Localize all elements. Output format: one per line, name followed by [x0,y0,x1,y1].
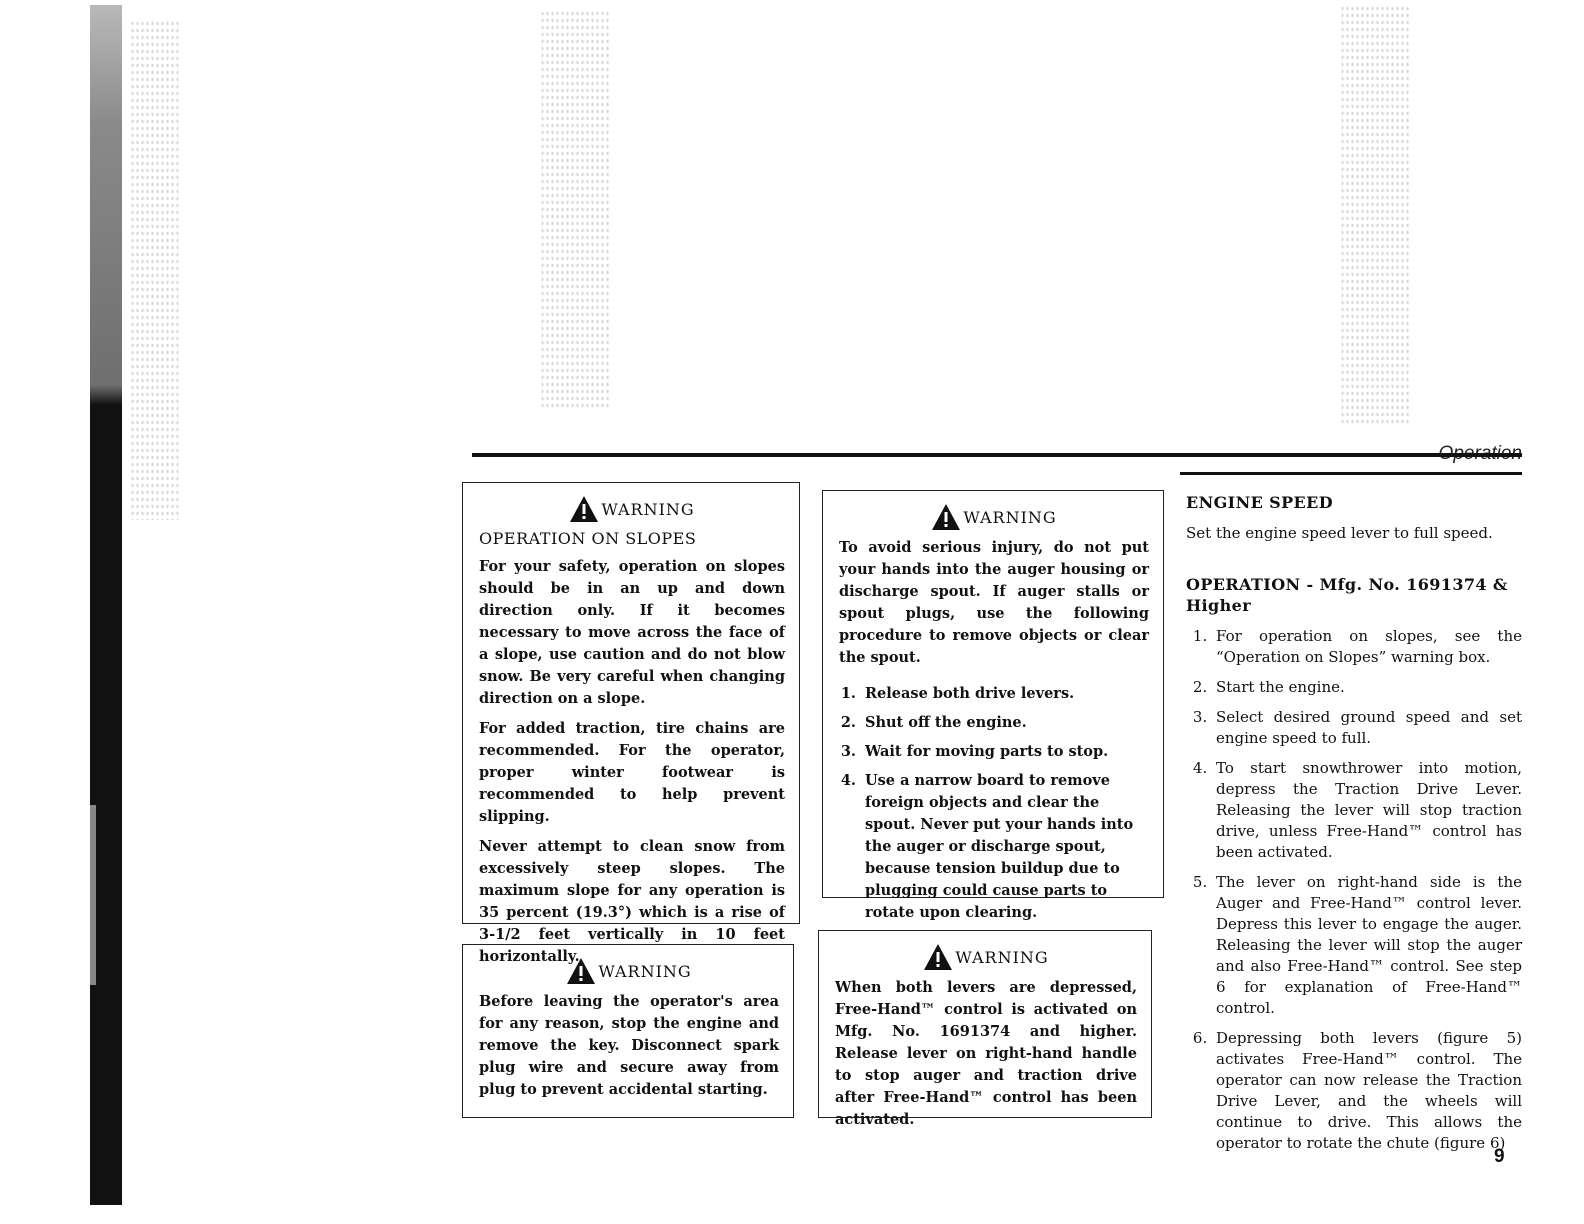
operation-heading: OPERATION - Mfg. No. 1691374 & Higher [1186,575,1508,615]
operation-step: 3. Select desired ground speed and set engine speed to full. [1212,707,1522,749]
warning-heading [479,495,785,523]
warning-paragraph: Before leaving the operator's area for any reason, stop the engine and remove the key. Disconnect spark plug wire and secure away from plug to prevent accidental starting. [479,993,779,1098]
warning-paragraph: For added traction, tire chains are recommended. For the operator, proper winter footwear is recommended to help prevent slipping. [479,720,785,825]
warning-heading-text: WARNING [601,499,695,519]
warning-triangle-icon [931,503,961,531]
clearing-step: 3. Wait for moving parts to stop. [861,741,1149,763]
warning-box-auger [822,490,1164,921]
page-binding-edge [90,5,122,1205]
background-speckle [1340,5,1410,425]
warning-box-slopes [462,482,800,965]
operation-step: 6. Depressing both levers (figure 5) activates Free-Hand™ control. The operator can now release the Traction Drive Lever, and the wheels will continue to drive. This allows the operator to rotate the chute (figure 6) [1212,1028,1522,1154]
warning-box-free-hand [818,930,1152,1128]
operation-step: 2. Start the engine. [1212,677,1522,698]
warning-triangle-icon [566,957,596,985]
operation-column [1186,492,1522,1163]
operation-step: 1. For operation on slopes, see the “Operation on Slopes” warning box. [1212,626,1522,668]
warning-triangle-icon [923,943,953,971]
clearing-steps-list [839,683,1149,924]
warning-heading [479,957,779,985]
operation-step: 5. The lever on right-hand side is the Auger and Free-Hand™ control lever. Depress this lever to engage the auger. Releasing the lever will stop the auger and also Free-Hand™ control. See step 6 for explanation of Free-Hand™ control. [1212,872,1522,1019]
background-speckle [540,10,610,410]
warning-heading [835,943,1137,971]
page-number: 9 [1494,1146,1505,1167]
header-rule [472,453,1522,457]
clearing-step: 4. Use a narrow board to remove foreign objects and clear the spout. Never put your hands into the auger or discharge spout, because tension buildup due to plugging could cause parts to rotate upon clearing. [861,770,1149,924]
operation-steps-list [1186,626,1522,1154]
clearing-step: 2. Shut off the engine. [861,712,1149,734]
warning-paragraph: Never attempt to clean snow from excessively steep slopes. The maximum slope for any operation is 35 percent (19.3°) which is a rise of 3-1/2 feet vertically in 10 feet horizontally. [479,838,785,965]
engine-speed-text: Set the engine speed lever to full speed. [1186,524,1493,542]
header-rule-secondary [1180,472,1522,475]
warning-box-leaving [462,944,794,1118]
warning-heading-text: WARNING [955,947,1049,967]
clearing-step: 1. Release both drive levers. [861,683,1149,705]
engine-speed-heading: ENGINE SPEED [1186,493,1334,512]
warning-triangle-icon [569,495,599,523]
warning-subtitle: OPERATION ON SLOPES [479,529,697,548]
warning-paragraph: When both levers are depressed, Free-Hand™ control is activated on Mfg. No. 1691374 and higher. Release lever on right-hand handle to stop auger and traction drive after Free-Hand™ control has been activated. [835,979,1137,1128]
warning-paragraph: To avoid serious injury, do not put your hands into the auger housing or discharge spout. If auger stalls or spout plugs, use the following procedure to remove objects or clear the spout. [839,539,1149,666]
warning-heading-text: WARNING [963,507,1057,527]
warning-heading-text: WARNING [598,961,692,981]
warning-paragraph: For your safety, operation on slopes should be in an up and down direction only. If it becomes necessary to move across the face of a slope, use caution and do not blow snow. Be very careful when changing direction on a slope. [479,558,785,707]
warning-heading [839,503,1149,531]
background-speckle [130,20,180,520]
operation-step: 4. To start snowthrower into motion, depress the Traction Drive Lever. Releasing the lever will stop traction drive, unless Free-Hand™ control has been activated. [1212,758,1522,863]
